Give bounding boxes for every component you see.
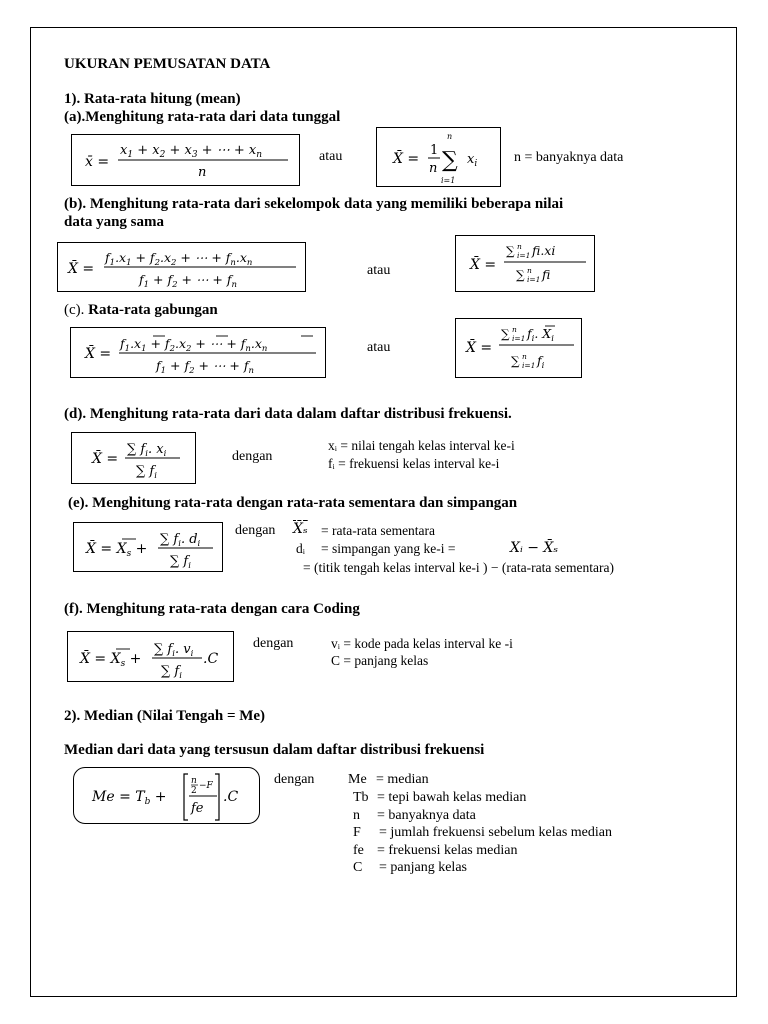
- svg-text:X̄ =: X̄ =: [92, 451, 119, 467]
- formula-mean-combined: [71, 328, 327, 379]
- formula-box-mean-grouped-sigma: [455, 235, 595, 292]
- svg-text:2: 2: [191, 786, 197, 796]
- page-title: UKURAN PEMUSATAN DATA: [64, 56, 271, 72]
- svg-text:∑ fi: ∑ $f_i$: [170, 554, 191, 571]
- svg-text:n: n: [429, 161, 438, 176]
- svg-text:f1.x1 + f2.x2 + ⋯ + fn.xn: $f_1.x_1 + f_2.x_2$ + ⋯ + $f_n.x_n$: [120, 336, 268, 354]
- formula-text: x̄ =: [85, 154, 110, 170]
- section-1c-prefix: (c).: [64, 302, 89, 318]
- section-1-heading: 1). Rata-rata hitung (mean): [64, 91, 241, 107]
- formula-mean-grouped: [58, 243, 307, 293]
- legend-desc-n: = banyaknya data: [377, 808, 476, 823]
- section-1a-heading: (a).Menghitung rata-rata dari data tunggal: [64, 109, 341, 125]
- svg-text:1: 1: [430, 143, 439, 158]
- xs-symbol: X̄ₛ: [293, 521, 308, 537]
- connector-dengan-median: dengan: [274, 772, 315, 787]
- note-di-symbol: dᵢ: [296, 541, 305, 556]
- svg-text:f1 + f2 + ⋯ + fn: $f_1 + f_2$ + ⋯ + $f_n$: [139, 272, 237, 290]
- svg-text:f1 + f2 + ⋯ + fn: $f_1 + f_2$ + ⋯ + $f_n$: [156, 358, 254, 376]
- formula-box-mean-distribution: [71, 432, 196, 484]
- svg-text:X̄ = Xs +: X̄ = $X_s$ +: [80, 651, 142, 669]
- svg-text:n: n: [512, 325, 517, 334]
- svg-text:X̄ =: X̄ =: [466, 340, 493, 356]
- formula-mean-assumed: [74, 523, 224, 573]
- legend-desc-c: = panjang kelas: [379, 860, 467, 875]
- formula-box-mean-single: [71, 134, 300, 186]
- svg-text:Me = Tb +: $Me = T_b$ +: [92, 789, 167, 807]
- note-di-formula: Xᵢ − X̄ₛ: [510, 540, 559, 556]
- formula-mean-grouped-sigma: [456, 236, 596, 293]
- connector-dengan-d: dengan: [232, 449, 273, 464]
- note-c: C = panjang kelas: [331, 653, 429, 668]
- svg-text:.C: .C: [223, 789, 239, 805]
- legend-symbol-c: C: [353, 860, 363, 875]
- svg-text:X̄ =: X̄ =: [393, 151, 420, 167]
- svg-text:∑ fi. vi: ∑ $f_i$. $v_i$: [154, 642, 194, 659]
- svg-text:xi: $x_i$: [467, 152, 478, 169]
- section-1b-heading-line2: data yang sama: [64, 214, 165, 230]
- note-xi: xᵢ = nilai tengah kelas interval ke-i: [328, 438, 515, 453]
- section-1b-heading-line1: (b). Menghitung rata-rata dari sekelompok data yang memiliki beberapa nilai: [64, 196, 564, 212]
- svg-text:n: n: [527, 266, 532, 275]
- svg-text:−F: −F: [199, 781, 213, 791]
- formula-box-mean-coding: [67, 631, 234, 682]
- svg-text:n: n: [191, 776, 197, 786]
- formula-box-mean-sigma: [376, 127, 501, 187]
- formula-median: [74, 768, 261, 825]
- note-vi: vᵢ = kode pada kelas interval ke -i: [331, 636, 513, 651]
- legend-symbol-f: F: [353, 825, 361, 840]
- note-xs: = rata-rata sementara: [321, 523, 436, 538]
- formula-mean-single: [72, 135, 301, 187]
- formula-box-mean-combined-sigma: [455, 318, 582, 378]
- svg-text:.C: .C: [203, 651, 219, 667]
- svg-text:fi: $f_i$: [537, 353, 545, 371]
- connector-dengan-f: dengan: [253, 636, 294, 651]
- note-xs-symbol: [293, 521, 308, 537]
- svg-text:fi.xi: fi.xi: [532, 243, 556, 258]
- svg-text:n: n: [198, 165, 207, 180]
- svg-text:∑: ∑: [501, 327, 510, 341]
- section-1c-heading: [64, 302, 218, 319]
- formula-box-mean-grouped: [57, 242, 306, 292]
- svg-text:X̄ =: X̄ =: [68, 261, 95, 277]
- svg-text:∑ fi. xi: ∑ $f_i$. $x_i$: [127, 442, 167, 459]
- legend-symbol-fe: fe: [353, 843, 364, 858]
- formula-mean-combined-sigma: [456, 319, 583, 379]
- svg-text:fi: fi: [542, 267, 551, 282]
- svg-text:n: n: [522, 352, 527, 361]
- svg-text:f1.x1 + f2.x2 + ⋯ + fn.xn: $f_1.x_1 + f_2.x_2$ + ⋯ + $f_n.x_n$: [105, 250, 253, 268]
- svg-text:x1 + x2 + x3 + ⋯ + xn: $x_1 + x_2 + x_3$ + ⋯ + $x_n$: [120, 143, 262, 160]
- section-1f-heading: (f). Menghitung rata-rata dengan cara Coding: [64, 601, 360, 617]
- legend-symbol-tb: Tb: [353, 790, 369, 805]
- svg-text:i=1: i=1: [522, 361, 536, 370]
- connector-atau-b: atau: [367, 263, 391, 278]
- section-2-heading: 2). Median (Nilai Tengah = Me): [64, 708, 266, 724]
- svg-text:i=1: i=1: [512, 334, 526, 343]
- formula-box-mean-combined: [70, 327, 326, 378]
- svg-text:∑ fi. di: ∑ $f_i$. $d_i$: [160, 532, 201, 549]
- formula-box-median: [73, 767, 260, 824]
- note-fi: fᵢ = frekuensi kelas interval ke-i: [328, 456, 500, 471]
- note-di-explanation: = (titik tengah kelas interval ke-i ) − (rata-rata sementara): [303, 560, 614, 575]
- note-di: = simpangan yang ke-i =: [321, 541, 456, 556]
- connector-atau-a: atau: [319, 149, 343, 164]
- legend-symbol-me: Me: [348, 772, 367, 787]
- svg-text:i=1: i=1: [527, 275, 541, 284]
- legend-desc-me: = median: [376, 772, 429, 787]
- connector-atau-c: atau: [367, 340, 391, 355]
- connector-dengan-e: dengan: [235, 523, 276, 538]
- svg-text:fi. Xi: $f_i$. $X_i$: [527, 326, 554, 344]
- svg-text:n: n: [517, 242, 522, 251]
- section-2-subheading: Median dari data yang tersusun dalam daftar distribusi frekuensi: [64, 742, 485, 758]
- svg-text:∑: ∑: [442, 148, 458, 173]
- svg-text:X̄ =: X̄ =: [470, 257, 497, 273]
- svg-text:∑: ∑: [516, 268, 525, 282]
- svg-text:∑: ∑: [506, 244, 515, 258]
- svg-text:X̄ =: X̄ =: [85, 346, 112, 362]
- svg-text:fe: fe: [191, 801, 204, 816]
- svg-text:n: n: [447, 132, 453, 141]
- svg-text:∑ fi: ∑ $f_i$: [161, 664, 182, 681]
- svg-text:i=1: i=1: [517, 251, 531, 260]
- legend-desc-f: = jumlah frekuensi sebelum kelas median: [379, 825, 612, 840]
- note-n-banyaknya-data: n = banyaknya data: [514, 150, 624, 165]
- svg-text:∑ fi: ∑ $f_i$: [136, 464, 157, 481]
- legend-desc-fe: = frekuensi kelas median: [377, 843, 518, 858]
- legend-symbol-n: n: [353, 808, 360, 823]
- svg-text:∑: ∑: [511, 354, 520, 368]
- legend-desc-tb: = tepi bawah kelas median: [377, 790, 527, 805]
- formula-mean-sigma: [377, 128, 502, 188]
- formula-box-mean-assumed: [73, 522, 223, 572]
- section-1d-heading: (d). Menghitung rata-rata dari data dalam daftar distribusi frekuensi.: [64, 406, 512, 422]
- section-1e-heading: (e). Menghitung rata-rata dengan rata-rata sementara dan simpangan: [68, 495, 518, 511]
- formula-mean-coding: [68, 632, 235, 683]
- section-1c-title: Rata-rata gabungan: [88, 302, 218, 318]
- formula-mean-distribution: [72, 433, 197, 485]
- svg-text:i=1: i=1: [441, 176, 456, 185]
- svg-text:X̄ = Xs +: X̄ = $X_s$ +: [86, 541, 148, 559]
